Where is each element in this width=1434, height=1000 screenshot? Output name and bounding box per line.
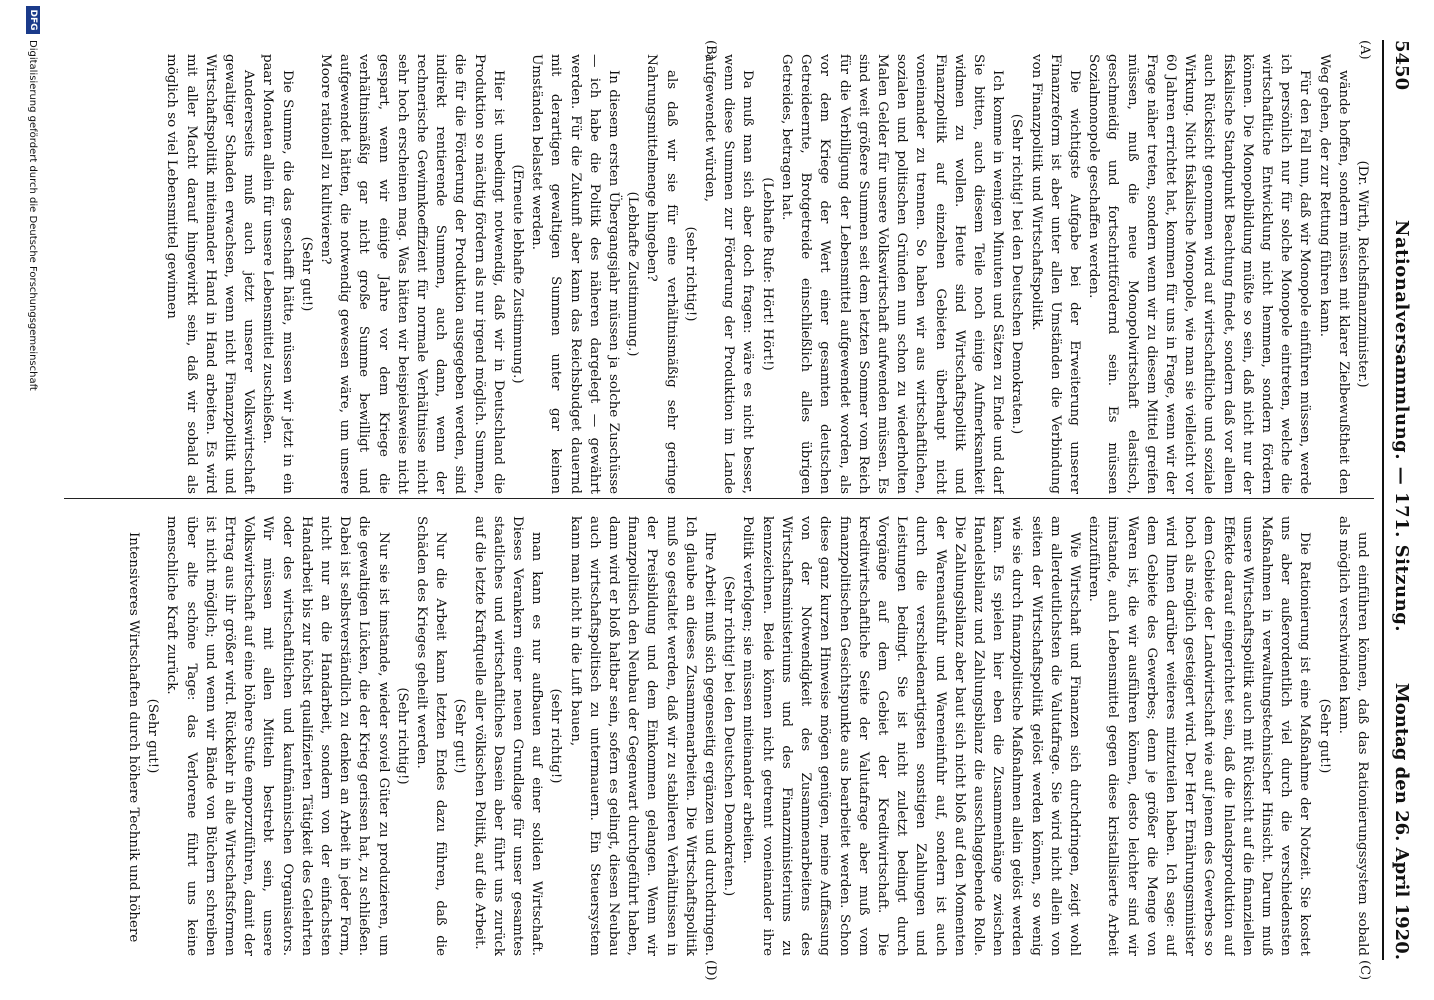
left-column-paragraph: (sehr richtig!) — [682, 226, 698, 322]
margin-marker-a: (A) — [1357, 40, 1372, 60]
left-column-paragraph: Hier ist unbedingt notwendig, daß wir in Deutschland die Produktion so mächtig fördern als nur irgend möglich. Summen, die für die Förderung der Produktion ausgegeben werden, sind indirekt rentierende Summen, auch dann, wenn der rechnerische Gewinnkoeffizient für normale Verhältnisse nicht sehr hoch erscheinen mag. Was hätten wir beispielsweise nicht gespart, wenn wir einige Jahre vor dem Kriege die verhältnismäßig gar nicht große Summe bewilligt und aufgewendet hätten, die notwendig gewesen wäre, um unsere Moore rationell zu kultivieren? — [318, 54, 506, 494]
right-column-paragraph: Nur sie ist imstande, wieder soviel Güter zu produzieren, um die gewaltigen Lücken, die der Krieg gerissen hat, zu schließen. Dabei ist selbstverständlich zu denken an Arbeit in jeder Form, nicht nur an die Handarbeit, sondern von der einfachsten Handarbeit bis zur höchst qualifizierten Tätigkeit des Gelehrten oder des wirtschaftlichen und kaufmännischen Organisators. Wir müssen mit allen Mitteln bestrebt sein, unsere Volkswirtschaft auf eine höhere Stufe emporzuführen, damit der Ertrag aus ihr größer wird. Rückkehr in alte Wirtschaftsformen ist nicht möglich; und wenn wir Bände von Büchern schreiben über alte schöne Tage: das Verlorene führt uns keine menschliche Kraft zurück. — [164, 516, 391, 956]
left-column-paragraph: (Lebhafte Zustimmung.) — [625, 191, 641, 357]
right-column-paragraph: Intensiveres Wirtschaften durch höhere Technik und höhere — [126, 532, 141, 943]
right-column-paragraph: (sehr richtig!) — [548, 688, 564, 784]
left-column-paragraph: Die Summe, die das geschafft hätte, müssen wir jetzt in ein paar Monaten allein für unsere Lebensmittel zuschießen. — [260, 54, 295, 494]
left-column — [72, 54, 1372, 494]
right-column-paragraph: (Sehr gut!) — [1316, 698, 1332, 774]
session-date: Montag den 26. April 1920. — [1391, 682, 1412, 960]
page-header — [1382, 40, 1414, 960]
right-column-paragraph: (Sehr richtig!) — [394, 687, 410, 785]
right-column-paragraph: Ihre Arbeit muß sich gegenseitig ergänzen und durchdringen. Ich glaube an dieses Zusammenarbeiten. Die Wirtschaftspolitik muß so gestaltet werden, daß wir zu stabileren Verhältnissen in der Preisbildung und dem Einkommen gelangen. Wenn wir finanzpolitisch den Neubau der Gegenwart durchgeführt haben, dann wird er bloß haltbar sein, sofern es gelingt, diesen Neubau auch wirtschaftspolitisch zu untermauern. Ein Steuersystem kann man nicht in die Luft bauen, — [567, 516, 718, 956]
left-column-paragraph: Für den Fall nun, daß wir Monopole einführen müssen, werde ich persönlich nur für solche Monopole eintreten, welche die wirtschaftliche Entwicklung nicht hemmen, sondern fördern können. Die Monopolbildung müßte so sein, daß nicht nur der fiskalische Standpunkt Beachtung findet, sondern daß vor allem auch Rücksicht genommen wird auf wirtschaftliche und soziale Wirkung. Nicht fiskalische Monopole, wie man sie vielleicht vor 60 Jahren errichtet hat, kommen für uns in Frage, wenn wir der Frage näher treten, sondern wenn wir zu diesem Mittel greifen müssen, muß die neue Monopolwirtschaft elastisch, geschmeidig und fortschrittfördernd sein. Es müssen Sozialmonopole geschaffen werden. — [1086, 54, 1313, 494]
left-column-paragraph: Da muß man sich aber doch fragen: wäre es nicht besser, wenn diese Summen zur Förderung der Produktion im Lande aufgewendet würden, — [702, 54, 756, 494]
page-number: 5450 — [1391, 40, 1412, 91]
right-column-paragraph: (Sehr gut!) — [452, 698, 468, 774]
left-column-paragraph: Die wichtigste Aufgabe bei der Erweiterung unserer Finanzreform ist aber unter allen Umständen die Verbindung von Finanzpolitik und Wirtschaftspolitik. — [1028, 54, 1082, 494]
left-column-paragraph: (Lebhafte Rufe: Hört! Hört!) — [759, 177, 775, 371]
right-column-paragraph: Wie Wirtschaft und Finanzen sich durchdringen, zeigt wohl am allerdeutlichsten die Valutafrage. Sie wird nicht allein von seiten der Wirtschaftspolitik gelöst werden können, so wenig wie sie durch finanzpolitische Maßnahmen allein gelöst werden kann. Es spielen hier eben die Zusammenhänge zwischen Handelsbilanz und Zahlungsbilanz die ausschlaggebende Rolle. Die Zahlungsbilanz aber baut sich nicht bloß auf den Momenten der Warenausfuhr und Wareneinfuhr auf, sondern ist auch durch die verschiedenartigsten sonstigen Zahlungen und Leistungen bedingt. Sie ist nicht zuletzt bedingt durch Vorgänge auf dem Gebiet der Kreditwirtschaft. Die kreditwirtschaftliche Seite der Valutafrage aber muß vom finanzpolitischen Gesichtspunkte aus bearbeitet werden. Schon diese ganz kurzen Hinweise mögen genügen, meine Auffassung von der Notwendigkeit des Zusammenarbeitens des Wirtschaftsministeriums und des Finanzministeriums zu kennzeichnen. Beide können nicht getrennt voneinander ihre Politik verfolgen; sie müssen miteinander arbeiten. — [740, 516, 1082, 956]
margin-marker-d: (D) — [703, 960, 718, 981]
left-column-paragraph: (Dr. Wirth, Reichsfinanzminister.) — [1355, 160, 1370, 388]
right-column — [72, 516, 1372, 956]
left-column-paragraph: wände hoffen, sondern müssen mit klarer Zielbewußtheit den Weg gehen, der zur Rettung führen kann. — [1316, 54, 1351, 494]
margin-marker-b: (B) — [703, 40, 718, 60]
left-column-paragraph: als daß wir sie für eine verhältnismäßig sehr geringe Nahrungsmittelmenge hingeben? — [644, 54, 679, 494]
left-column-paragraph: Andererseits muß auch jetzt unserer Volkswirtschaft gewaltiger Schaden erwachsen, wenn nicht Finanzpolitik und Wirtschaftspolitik miteinander Hand in Hand arbeiten. Es wird mit aller Macht darauf hingewirkt sein, daß wir sobald als möglich so viel Lebensmittel gewinnen — [164, 54, 257, 494]
digitization-credit: Digitalisierung gefördert durch die Deutsche Forschungsgemeinschaft — [27, 40, 38, 391]
column-divider — [64, 498, 1374, 499]
left-column-paragraph: In diesem ersten Übergangsjahr müssen ja solche Zuschüsse — ich habe die Politik des näheren dargelegt — gewährt werden. Für die Zukunft aber kann das Reichsbudget dauernd mit derartigen gewaltigen Summen unter gar keinen Umständen belastet werden. — [529, 54, 622, 494]
right-column-paragraph: (Sehr gut!) — [145, 698, 161, 774]
left-column-paragraph: Ich komme in wenigen Minuten und Sätzen zu Ende und darf Sie bitten, auch diesem Teile noch einige Aufmerksamkeit widmen zu wollen. Heute sind Wirtschaftspolitik und Finanzpolitik auf einzelnen Gebieten überhaupt nicht voneinander zu trennen. So haben wir aus wirtschaftlichen, sozialen und politischen Gründen nun schon zu wiederholten Malen Gelder für unsere Volkswirtschaft aufwenden müssen. Es sind weit größere Summen seit dem letzten Sommer vom Reich für die Verbilligung der Lebensmittel aufgewendet worden, als vor dem Kriege der Wert einer gesamten deutschen Getreideernte, Brotgetreide einschließlich alles übrigen Getreides, betragen hat. — [778, 54, 1006, 494]
right-column-paragraph: Die Rationierung ist eine Maßnahme der Notzeit. Sie kostet uns aber außerordentlich viel durch die verschiedensten Maßnahmen in verwaltungstechnischer Hinsicht. Darum muß unsere Wirtschaftspolitik auch mit Rücksicht auf die finanziellen Effekte darauf eingerichtet sein, daß die Inlandsproduktion auf dem Gebiete der Landwirtschaft wie auf jenem des Gewerbes so hoch als möglich gesteigert wird. Der Herr Ernährungsminister wird Ihnen darüber weiteres mitzuteilen haben. Ich sage: auf dem Gebiete des Gewerbes; denn je größer die Menge von Waren ist, die wir ausführen können, desto leichter sind wir imstande, auch Lebensmittel gegen diese kristallisierte Arbeit einzuführen. — [1086, 516, 1313, 956]
right-column-paragraph: (Sehr richtig! bei den Deutschen Demokraten.) — [721, 575, 737, 897]
page-title: Nationalversammlung. — 171. Sitzung. — [1391, 220, 1412, 633]
left-column-paragraph: (Sehr gut!) — [298, 236, 314, 312]
right-column-paragraph: Nur die Arbeit kann letzten Endes dazu führen, daß die Schäden des Krieges geheilt werden. — [414, 516, 449, 956]
dfg-logo: DFG — [26, 6, 40, 34]
margin-marker-c: (C) — [1357, 960, 1372, 981]
left-column-paragraph: (Erneute lebhafte Zustimmung.) — [510, 164, 526, 384]
left-column-paragraph: (Sehr richtig! bei den Deutschen Demokraten.) — [1009, 113, 1025, 435]
right-column-paragraph: man kann es nur aufbauen auf einer soliden Wirtschaft. Dieses Verankern einer neuen Grundlage für unser gesamtes staatliches und wirtschaftliches Dasein aber führt uns zurück auf die letzte Kraftquelle aller völkischen Politik, auf die Arbeit. — [471, 516, 545, 956]
right-column-paragraph: und einführen können, daß das Rationierungssystem sobald als möglich verschwinden kann. — [1335, 516, 1370, 956]
